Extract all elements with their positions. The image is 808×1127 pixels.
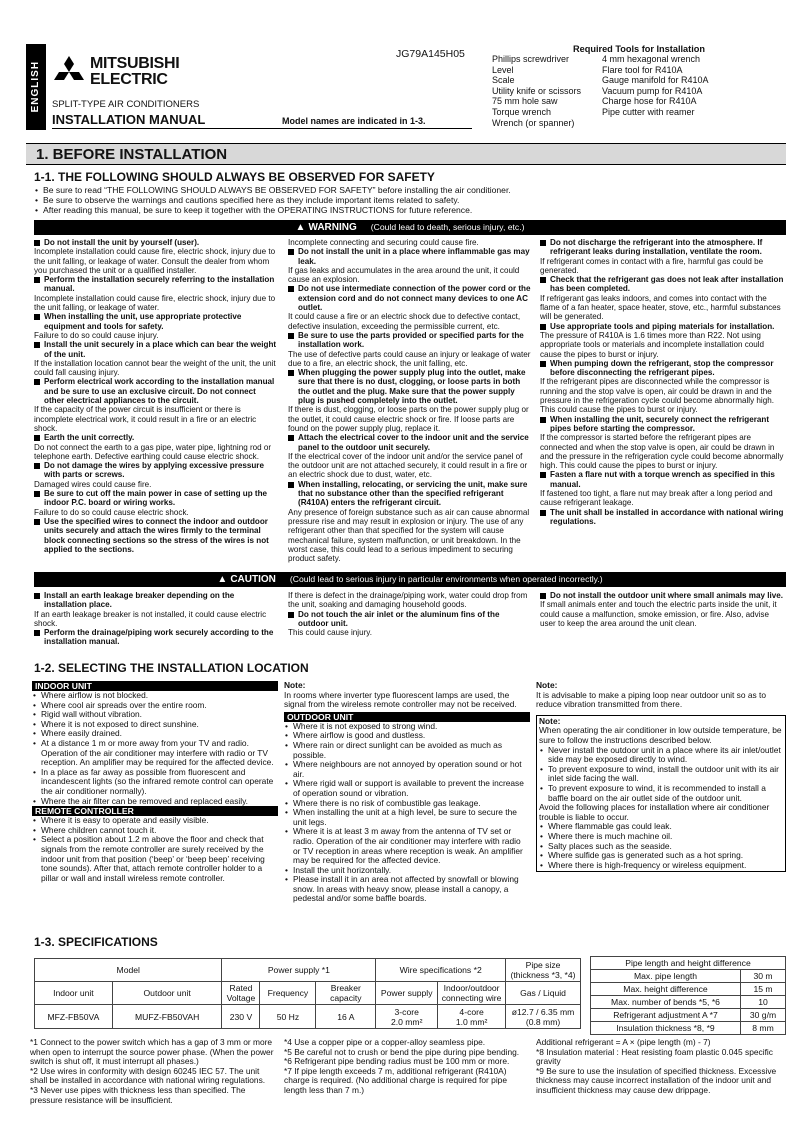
pipe-row-value: 8 mm — [741, 1022, 786, 1035]
footnote: Additional refrigerant = A × (pipe length (m) - 7) — [536, 1037, 711, 1047]
warning-item-text: It could cause a fire or an electric shock due to defective contact, defective insulation, exceeding the permissible current, etc. — [288, 312, 521, 331]
pipe-row-value: 30 g/m — [741, 1009, 786, 1022]
th-wire-spec: Wire specifications *2 — [376, 959, 506, 982]
warning-item-text: If the compressor is started before the refrigerant pipes are connected and when the stop valve is open, air could be drawn in and the pressure in the refrigeration cycle could become abnormally high. This could cause the pipes to burst or injury. — [540, 433, 784, 471]
warning-item-text: If refrigerant gas leaks indoors, and comes into contact with the flame of a fan heater, space heater, stove, etc., harmful substances will be generated. — [540, 293, 781, 322]
pipe-table-title: Pipe length and height difference — [591, 957, 786, 970]
brand-line2: ELECTRIC — [90, 71, 168, 88]
footnotes-col-2 — [284, 1038, 532, 1096]
warning-item-heading: The unit shall be installed in accordance with national wiring regulations. — [540, 508, 786, 527]
caution-item-text: If small animals enter and touch the electric parts inside the unit, it could cause a malfunction, smoke emission, or fire. Also, advise user to keep the area around the unit clean. — [540, 600, 777, 628]
warning-item-heading: Use appropriate tools and piping materials for installation. — [540, 322, 786, 331]
note-box-item: • Never install the outdoor unit in a place where its air inlet/outlet side may be exposed directly to wind. — [539, 746, 783, 765]
indoor-item: • Where easily drained. — [32, 729, 278, 739]
caution-triangle-icon: ▲ — [217, 573, 228, 585]
tool-item: Scale — [492, 75, 515, 86]
warning-item-text: Incomplete installation could cause fire, electric shock, injury due to the unit falling, or leakage of water. Consult the dealer from whom you purchased the unit or a qualified installer. — [34, 247, 276, 275]
header-rule — [52, 128, 472, 129]
pipe-row-label: Max. height difference — [591, 983, 741, 996]
warning-item-text: The pressure of R410A is 1.6 times more than R22. Not using appropriate tools or materials and incomplete installation could cause the pipes to burst or injury. — [540, 330, 765, 359]
indoor-item: • Where the air filter can be removed and replaced easily. — [32, 797, 278, 807]
warning-item-heading: Fasten a flare nut with a torque wrench as specified in this manual. — [540, 470, 786, 489]
indoor-item: • Where cool air spreads over the entire room. — [32, 701, 278, 711]
outdoor-item: • Please install it in an area not affected by snowfall or blowing snow. In areas with heavy snow, please install a canopy, a pedestal and/or some baffle boards. — [284, 875, 530, 904]
doc-code: JG79A145H05 — [396, 48, 465, 60]
cell-breaker: 16 A — [316, 1005, 376, 1029]
indoor-item: • In a place as far away as possible from fluorescent and incandescent lights (so the infrared remote control can operate the air conditioner normally). — [32, 768, 278, 797]
footnote: *9 Be sure to use the insulation of specified thickness. Excessive thickness may cause incorrect installation of the indoor unit and insufficient thickness may cause dew drippage. — [536, 1065, 777, 1095]
note-label: Note: — [539, 715, 561, 726]
th-indoor-unit: Indoor unit — [35, 982, 113, 1005]
footnotes-col-1 — [30, 1038, 278, 1105]
caution-col-3 — [540, 591, 786, 628]
section-1-2-title: 1-2. SELECTING THE INSTALLATION LOCATION — [34, 661, 309, 675]
intro-item: • After reading this manual, be sure to keep it together with the OPERATING INSTRUCTIONS for future reference. — [34, 205, 786, 215]
pipe-row-label: Insulation thickness *8, *9 — [591, 1022, 741, 1035]
note-box-mid: Avoid the following places for installation where air conditioner trouble is liable to occur. — [539, 802, 770, 822]
warning-triangle-icon: ▲ — [295, 221, 306, 233]
outdoor-item: • Where it is at least 3 m away from the antenna of TV set or radio. Operation of the air conditioner may interfere with radio or TV reception in areas where reception is weak. An amplifier may be required for the affected device. — [284, 827, 530, 865]
required-tools — [492, 44, 786, 128]
pipe-row-label: Max. pipe length — [591, 970, 741, 983]
remote-controller-label: REMOTE CONTROLLER — [32, 806, 278, 816]
th-model: Model — [35, 959, 222, 982]
tool-item: Wrench (or spanner) — [492, 117, 575, 128]
note-box-item: • To prevent exposure to wind, it is recommended to install a baffle board on the air outlet side of the outdoor unit. — [539, 784, 783, 803]
footnote: *2 Use wires in conformity with design 60245 IEC 57. The unit shall be installed in accordance with national wiring regulations. — [30, 1065, 266, 1086]
tool-item: Charge hose for R410A — [602, 96, 697, 107]
warning-item-heading: When pumping down the refrigerant, stop the compressor before disconnecting the refrigerant pipes. — [540, 359, 786, 378]
outdoor-item: • Where rigid wall or support is available to prevent the increase of operation sound or vibration. — [284, 779, 530, 798]
brand-line1: MITSUBISHI — [90, 55, 180, 72]
intro-item: • Be sure to read “THE FOLLOWING SHOULD ALWAYS BE OBSERVED FOR SAFETY” before installing the air conditioner. — [34, 185, 786, 195]
warning-item-heading: Do not install the unit in a place where inflammable gas may leak. — [288, 247, 532, 266]
footnote: *1 Connect to the power switch which has a gap of 3 mm or more when open to interrupt the source power phase. (When the power switch is shut off, it must interrupt all phases.) — [30, 1037, 274, 1067]
indoor-item: • Rigid wall without vibration. — [32, 710, 278, 720]
warning-item-heading: When installing, relocating, or servicing the unit, make sure that no substance other than the specified refrigerant (R410A) enters the refrigerant circuit. — [288, 480, 532, 508]
warning-note: (Could lead to death, serious injury, etc.) — [370, 221, 525, 232]
footnotes-col-3 — [536, 1038, 786, 1096]
warning-item-heading: Earth the unit correctly. — [34, 433, 278, 442]
tools-title: Required Tools for Installation — [572, 44, 706, 54]
warning-item-heading: When installing the unit, use appropriate protective equipment and tools for safety. — [34, 312, 278, 331]
warning-item-heading: Use the specified wires to connect the indoor and outdoor units securely and attach the wires firmly to the terminal block connecting sections so the stress of the wires is not applied to the sections. — [34, 517, 278, 554]
warning-item-heading: Be sure to cut off the main power in case of setting up the indoor P.C. board or wiring works. — [34, 489, 278, 508]
warning-item-heading: Do not damage the wires by applying excessive pressure with parts or screws. — [34, 461, 278, 480]
warning-col-2 — [288, 238, 532, 563]
th-gas-liquid: Gas / Liquid — [506, 982, 581, 1005]
outdoor-unit-label: OUTDOOR UNIT — [284, 712, 530, 722]
caution-col2-lead: If there is defect in the drainage/piping work, water could drop from the unit, soaking and damaging household goods. — [288, 591, 528, 610]
manual-title: INSTALLATION MANUAL — [52, 112, 206, 127]
warning-item-text: If the capacity of the power circuit is insufficient or there is incomplete electrical work, it could result in a fire or an electric shock. — [34, 405, 257, 433]
location-col-3 — [536, 681, 786, 872]
tools-left-list — [492, 54, 602, 128]
tool-item: Flare tool for R410A — [602, 64, 683, 75]
cell-indoor-model: MFZ-FB50VA — [35, 1005, 113, 1029]
warning-item-text: Damaged wires could cause fire. — [34, 479, 152, 489]
tool-item: Vacuum pump for R410A — [602, 85, 703, 96]
note-box-intro: When operating the air conditioner in low outside temperature, be sure to follow the instructions described below. — [539, 725, 782, 745]
tool-item: Gauge manifold for R410A — [602, 75, 709, 86]
caution-item-text: This could cause injury. — [288, 628, 372, 638]
cell-outdoor-model: MUFZ-FB50VAH — [112, 1005, 222, 1029]
cell-power-wire: 3-core 2.0 mm² — [376, 1005, 438, 1029]
note-box-item: • Where sulfide gas is generated such as a hot spring. — [539, 851, 783, 861]
footnote: *3 Never use pipes with thickness less than specified. The pressure resistance will be insufficient. — [30, 1084, 246, 1105]
warning-item-heading: Install the unit securely in a place which can bear the weight of the unit. — [34, 340, 278, 359]
cell-frequency: 50 Hz — [260, 1005, 316, 1029]
cell-connecting-wire: 4-core 1.0 mm² — [438, 1005, 506, 1029]
warning-item-text: The use of defective parts could cause an injury or leakage of water due to a fire, an electric shock, the unit falling, etc. — [288, 349, 531, 368]
warning-item-text: If the installation location cannot bear the weight of the unit, the unit could fall causing injury. — [34, 358, 276, 378]
footnote: *7 If pipe length exceeds 7 m, additional refrigerant (R410A) charge is required. (No additional charge is required for pipe length less than 7 m.) — [284, 1065, 507, 1095]
outdoor-item: • Where it is not exposed to strong wind. — [284, 722, 530, 732]
warning-item-heading: Do not discharge the refrigerant into the atmosphere. If refrigerant leaks during installation, ventilate the room. — [540, 238, 786, 257]
pipe-row-value: 30 m — [741, 970, 786, 983]
th-power-supply: Power supply *1 — [222, 959, 376, 982]
pipe-length-table — [590, 956, 786, 1035]
cell-voltage: 230 V — [222, 1005, 260, 1029]
remote-item: • Select a position about 1.2 m above the floor and check that signals from the remote controller are surely received by the indoor unit from that position (‘beep’ or ‘beep beep’ receiving tone sounds). After that, attach remote controller holder to a pillar or wall and install wireless remote controller. — [32, 835, 278, 883]
th-frequency: Frequency — [260, 982, 316, 1005]
intro-item: • Be sure to observe the warnings and cautions specified here as they include important items related to safety. — [34, 195, 786, 205]
warning-item-text: If refrigerant comes in contact with a fire, harmful gas could be generated. — [540, 256, 764, 275]
caution-item-heading: Do not install the outdoor unit where small animals may live. — [540, 591, 786, 600]
note-label: Note: — [536, 680, 558, 690]
section-1-title-bar — [26, 143, 786, 165]
indoor-item: • At a distance 1 m or more away from your TV and radio. Operation of the air conditioner may interfere with radio or TV reception. An amplifier may be required for the affected device. — [32, 739, 278, 768]
location-col-1 — [32, 681, 278, 883]
outdoor-item: • Install the unit horizontally. — [284, 866, 530, 876]
warning-item-text: If fastened too tight, a flare nut may break after a long period and cause refrigerant leakage. — [540, 489, 773, 508]
remote-item: • Where children cannot touch it. — [32, 826, 278, 836]
warning-item-text: Do not connect the earth to a gas pipe, water pipe, lightning rod or telephone earth. Defective earthing could cause electric shock. — [34, 442, 272, 461]
warning-item-heading: Be sure to use the parts provided or specified parts for the installation work. — [288, 331, 532, 350]
warning-item-heading: When installing the unit, securely connect the refrigerant pipes before starting the compressor. — [540, 415, 786, 434]
warning-item-heading: Do not install the unit by yourself (user). — [34, 238, 278, 247]
caution-item-text: If an earth leakage breaker is not installed, it could cause electric shock. — [34, 609, 267, 628]
product-type: SPLIT-TYPE AIR CONDITIONERS — [52, 99, 200, 110]
tool-item: Pipe cutter with reamer — [602, 106, 695, 117]
footnote: *5 Be careful not to crush or bend the pipe during pipe bending. — [284, 1046, 520, 1057]
footnote: *8 Insulation material : Heat resisting foam plastic 0.045 specific gravity — [536, 1046, 773, 1067]
remote-item: • Where it is easy to operate and easily visible. — [32, 816, 278, 826]
outdoor-item: • When installing the unit at a high level, be sure to secure the unit legs. — [284, 808, 530, 827]
warning-item-heading: Do not use intermediate connection of the power cord or the extension cord and do not connect many devices to one AC outlet. — [288, 284, 532, 312]
tool-item: Level — [492, 64, 514, 75]
note-box-item: • Where there is high-frequency or wireless equipment. — [539, 861, 783, 871]
warning-col-1 — [34, 238, 278, 554]
indoor-item: • Where airflow is not blocked. — [32, 691, 278, 701]
tool-item: 4 mm hexagonal wrench — [602, 54, 701, 64]
warning-label: WARNING — [308, 221, 357, 233]
brand-logo — [52, 54, 212, 94]
caution-col-2 — [288, 591, 532, 637]
pipe-row-label: Max. number of bends *5, *6 — [591, 996, 741, 1009]
warning-item-text: If the electrical cover of the indoor unit and/or the service panel of the outdoor unit are not attached securely, it could result in a fire or an electric shock due to dust, water, etc. — [288, 451, 528, 480]
three-diamonds-logo-icon — [52, 56, 86, 86]
outdoor-item: • Where there is no risk of combustible gas leakage. — [284, 799, 530, 809]
warning-item-text: Failure to do so could cause injury. — [34, 330, 159, 340]
th-connecting-wire: Indoor/outdoor connecting wire — [438, 982, 506, 1005]
outdoor-item: • Where airflow is good and dustless. — [284, 731, 530, 741]
warning-item-text: If gas leaks and accumulates in the area around the unit, it could cause an explosion. — [288, 265, 520, 285]
indoor-unit-label: INDOOR UNIT — [32, 681, 278, 691]
warning-item-text: Failure to do so could cause electric shock. — [34, 507, 189, 517]
warning-col2-lead: Incomplete connecting and securing could cause fire. — [288, 238, 479, 247]
tools-right-list — [602, 54, 786, 128]
note-box-item: • Where flammable gas could leak. — [539, 822, 783, 832]
pipe-row-value: 15 m — [741, 983, 786, 996]
note-box-item: • To prevent exposure to wind, install the outdoor unit with its air inlet side facing the wall. — [539, 765, 783, 784]
outdoor-item: • Where neighbours are not annoyed by operation sound or hot air. — [284, 760, 530, 779]
note-box-item: • Where there is much machine oil. — [539, 832, 783, 842]
warning-bar — [34, 220, 786, 235]
model-note: Model names are indicated in 1-3. — [282, 116, 426, 126]
tool-item: Utility knife or scissors — [492, 85, 582, 96]
indoor-item: • Where it is not exposed to direct sunshine. — [32, 720, 278, 730]
warning-item-text: If the refrigerant pipes are disconnected while the compressor is running and the stop valve is open, air could be drawn in and the pressure in the refrigeration cycle could become abnormally high. This could cause the pipes to burst or injury. — [540, 377, 774, 415]
low-temp-note-box — [536, 715, 786, 873]
warning-item-heading: When plugging the power supply plug into the outlet, make sure that there is no dust, clogging, or loose parts in both the outlet and the plug. Make sure that the power supply plug is pushed completely into the outlet. — [288, 368, 532, 405]
location-col-2 — [284, 681, 530, 904]
footnote: *6 Refrigerant pipe bending radius must be 100 mm or more. — [284, 1056, 510, 1067]
th-outdoor-unit: Outdoor unit — [112, 982, 222, 1005]
cell-pipe-size: ø12.7 / 6.35 mm (0.8 mm) — [506, 1005, 581, 1029]
safety-intro — [34, 185, 786, 215]
warning-item-text: If there is dust, clogging, or loose parts on the power supply plug or the outlet, it could cause electric shock or fire. If loose parts are found on the power supply plug, replace it. — [288, 405, 529, 433]
warning-item-heading: Perform electrical work according to the installation manual and be sure to use an exclusive circuit. Do not connect other electrical appliances to the circuit. — [34, 377, 278, 405]
section-1-3-title: 1-3. SPECIFICATIONS — [34, 935, 158, 949]
tool-item: Phillips screwdriver — [492, 54, 570, 64]
th-rated-voltage: Rated Voltage — [222, 982, 260, 1005]
pipe-row-value: 10 — [741, 996, 786, 1009]
warning-item-heading: Attach the electrical cover to the indoor unit and the service panel to the outdoor unit securely. — [288, 433, 532, 452]
warning-item-heading: Check that the refrigerant gas does not leak after installation has been completed. — [540, 275, 786, 294]
warning-item-heading: Perform the installation securely referring to the installation manual. — [34, 275, 278, 294]
specifications-table — [34, 958, 581, 1029]
warning-item-text: Incomplete installation could cause fire, electric shock, injury due to the unit falling, or leakage of water. — [34, 293, 276, 313]
note-box-item: • Salty places such as the seaside. — [539, 842, 783, 852]
th-breaker: Breaker capacity — [316, 982, 376, 1005]
warning-col-3 — [540, 238, 786, 526]
caution-label: CAUTION — [230, 573, 276, 585]
language-tab: ENGLISH — [26, 44, 46, 130]
note-text: It is advisable to make a piping loop near outdoor unit so as to reduce vibration transmitted from there. — [536, 689, 766, 710]
section-1-1-title: 1-1. THE FOLLOWING SHOULD ALWAYS BE OBSERVED FOR SAFETY — [34, 170, 435, 184]
tool-item: Torque wrench — [492, 106, 552, 117]
caution-item-heading: Perform the drainage/piping work securely according to the installation manual. — [34, 628, 278, 647]
caution-item-heading: Install an earth leakage breaker depending on the installation place. — [34, 591, 278, 610]
th-power-supply-wire: Power supply — [376, 982, 438, 1005]
tool-item: 75 mm hole saw — [492, 96, 558, 107]
warning-item-text: Any presence of foreign substance such as air can cause abnormal pressure rise and may result in explosion or injury. The use of any refrigerant other than that specified for the system will cause mechanical failure, system malfunction, or unit breakdown. In the worst case, this could lead to a serious impediment to securing product safety. — [288, 507, 530, 564]
caution-bar — [34, 572, 786, 587]
th-pipe-size: Pipe size (thickness *3, *4) — [506, 959, 581, 982]
caution-note: (Could lead to serious injury in particular environments when operated incorrectly.) — [289, 573, 603, 584]
note-text: In rooms where inverter type fluorescent lamps are used, the signal from the wireless remote controller may not be received. — [284, 689, 517, 710]
pipe-row-label: Refrigerant adjustment A *7 — [591, 1009, 741, 1022]
caution-item-heading: Do not touch the air inlet or the aluminum fins of the outdoor unit. — [288, 610, 532, 629]
note-label: Note: — [284, 680, 306, 690]
caution-col-1 — [34, 591, 278, 647]
section-1-title: 1. BEFORE INSTALLATION — [36, 146, 228, 163]
footnote: *4 Use a copper pipe or a copper-alloy seamless pipe. — [284, 1037, 486, 1047]
outdoor-item: • Where rain or direct sunlight can be avoided as much as possible. — [284, 741, 530, 760]
